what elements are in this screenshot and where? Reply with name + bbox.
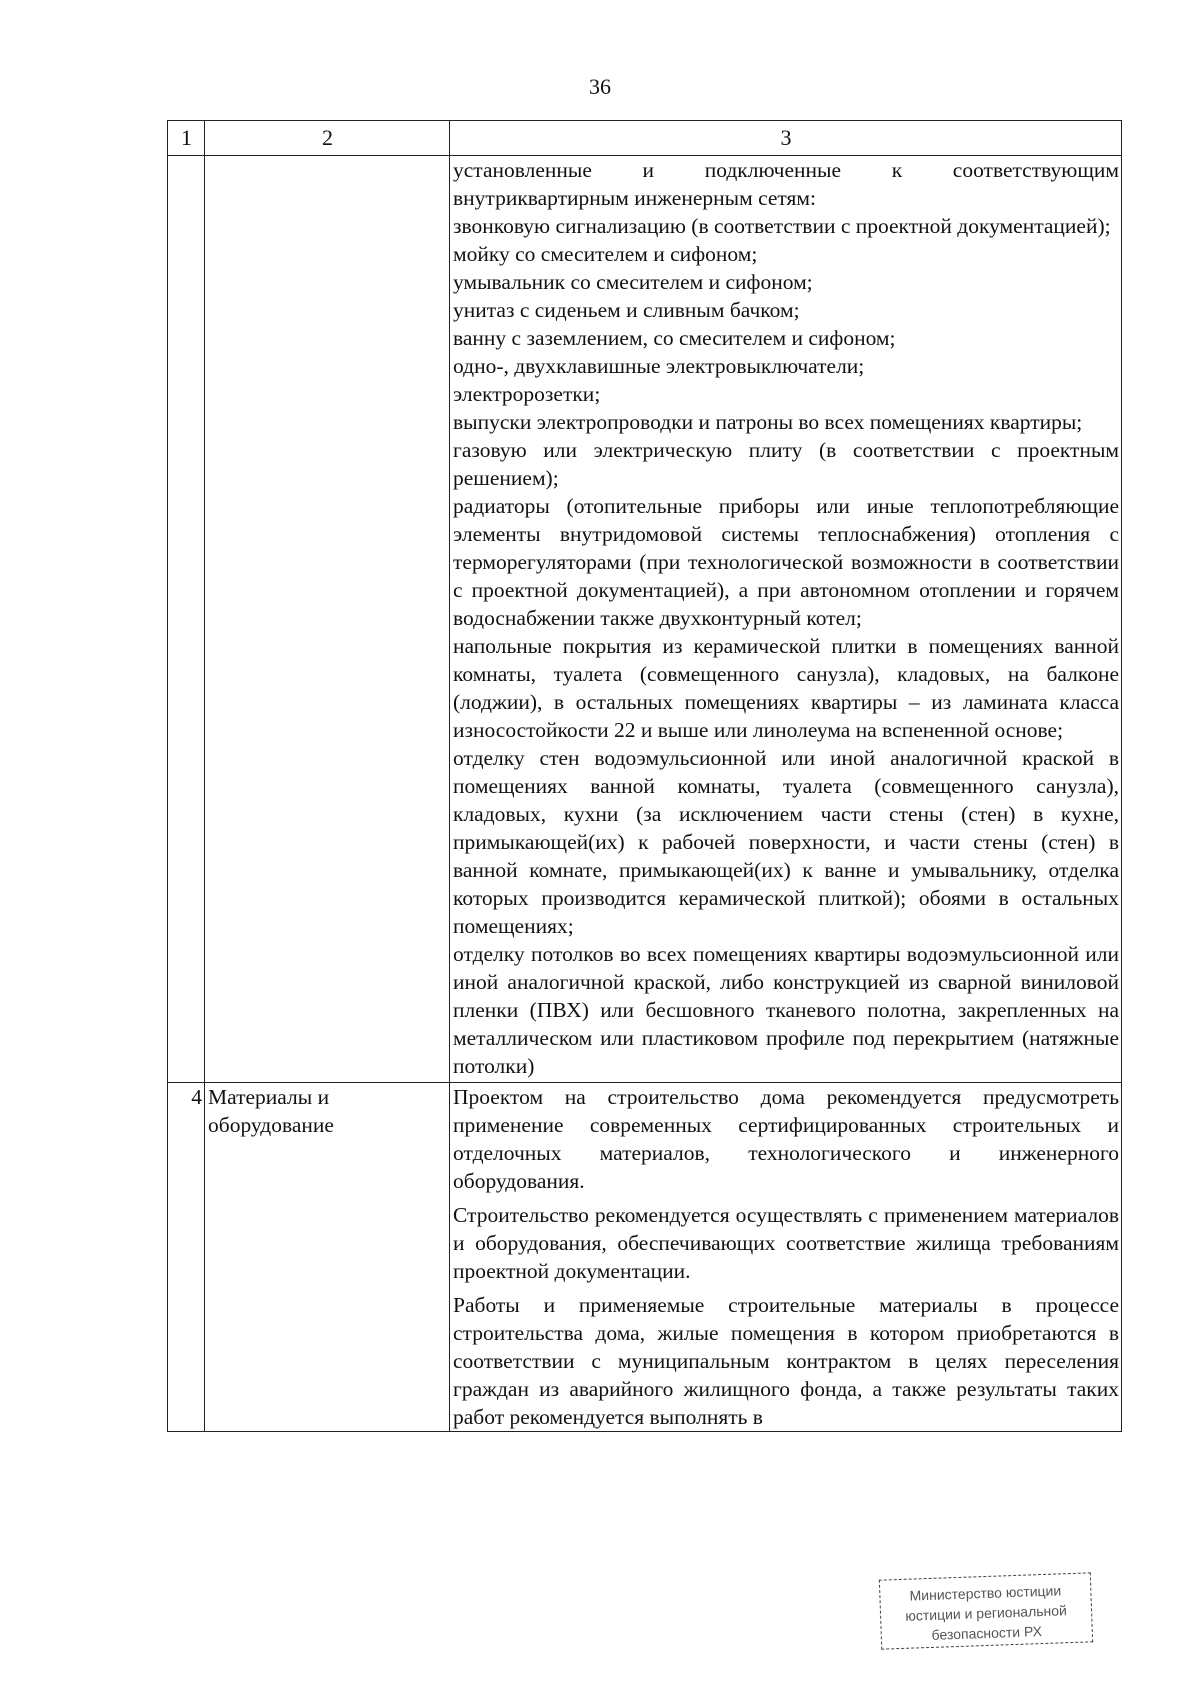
- stamp-line: Министерство юстиции: [909, 1582, 1062, 1604]
- header-col-2: 2: [205, 121, 450, 156]
- paragraph: Строительство рекомендуется осуществлять с применением материалов и оборудования, обеспечивающих соответствие жилища требованиям проектной документации.: [453, 1203, 1119, 1283]
- table-row-4: [168, 1083, 1122, 1432]
- paragraph: газовую или электрическую плиту (в соответствии с проектным решением);: [453, 438, 1119, 490]
- row-number: [168, 156, 205, 1083]
- row-content: [450, 1083, 1122, 1432]
- paragraph: электророзетки;: [453, 382, 601, 406]
- paragraph: умывальник со смесителем и сифоном;: [453, 270, 813, 294]
- row-name: Материалы и оборудование: [205, 1083, 450, 1432]
- table-row-continuation: [168, 156, 1122, 1083]
- paragraph: выпуски электропроводки и патроны во всех помещениях квартиры;: [453, 410, 1083, 434]
- header-col-1: 1: [168, 121, 205, 156]
- paragraph: Работы и применяемые строительные материалы в процессе строительства дома, жилые помещения в котором приобретаются в соответствии с муниципальным контрактом в целях переселения граждан из аварийного жилищного фонда, а также результаты таких работ рекомендуется выполнять в: [453, 1293, 1119, 1429]
- registration-stamp: [879, 1572, 1093, 1649]
- row-name: [205, 156, 450, 1083]
- table-header-row: [168, 121, 1122, 156]
- header-col-3: 3: [450, 121, 1122, 156]
- row-content: [450, 156, 1122, 1083]
- paragraph: мойку со смесителем и сифоном;: [453, 242, 758, 266]
- paragraph: радиаторы (отопительные приборы или иные теплопотребляющие элементы внутридомовой системы теплоснабжения) отопления с терморегуляторами (при технологической возможности в соответствии с проектной документацией), а при автономном отоплении и горячем водоснабжении также двухконтурный котел;: [453, 494, 1119, 630]
- paragraph: установленные и подключенные к соответствующим внутриквартирным инженерным сетям:: [453, 158, 1119, 210]
- paragraph: ванну с заземлением, со смесителем и сифоном;: [453, 326, 896, 350]
- paragraph: отделку стен водоэмульсионной или иной аналогичной краской в помещениях ванной комнаты, туалета (совмещенного санузла), кладовых, кухни (за исключением части стены (стен) в кухне, примыкающей(их) к рабочей поверхности, и части стены (стен) в ванной комнате, примыкающей(их) к ванне и умывальнику, отделка которых производится керамической плиткой); обоями в остальных помещениях;: [453, 746, 1119, 938]
- paragraph: унитаз с сиденьем и сливным бачком;: [453, 298, 800, 322]
- row-number: 4: [168, 1083, 205, 1432]
- paragraph: отделку потолков во всех помещениях квартиры водоэмульсионной или иной аналогичной краской, либо конструкцией из сварной виниловой пленки (ПВХ) или бесшовного тканевого полотна, закрепленных на металлическом или пластиковом профиле под перекрытием (натяжные потолки): [453, 942, 1119, 1078]
- requirements-table: [167, 120, 1122, 1432]
- stamp-line: юстиции и региональной: [905, 1602, 1068, 1624]
- page-number: 36: [589, 74, 611, 99]
- paragraph: звонковую сигнализацию (в соответствии с проектной документацией);: [453, 214, 1111, 238]
- stamp-line: безопасности РХ: [931, 1623, 1043, 1643]
- paragraph: Проектом на строительство дома рекомендуется предусмотреть применение современных сертифицированных строительных и отделочных материалов, технологического и инженерного оборудования.: [453, 1085, 1119, 1193]
- paragraph: одно-, двухклавишные электровыключатели;: [453, 354, 865, 378]
- paragraph: напольные покрытия из керамической плитки в помещениях ванной комнаты, туалета (совмещенного санузла), кладовых, на балконе (лоджии), в остальных помещениях квартиры – из ламината класса износостойкости 22 и выше или линолеума на вспененной основе;: [453, 634, 1119, 742]
